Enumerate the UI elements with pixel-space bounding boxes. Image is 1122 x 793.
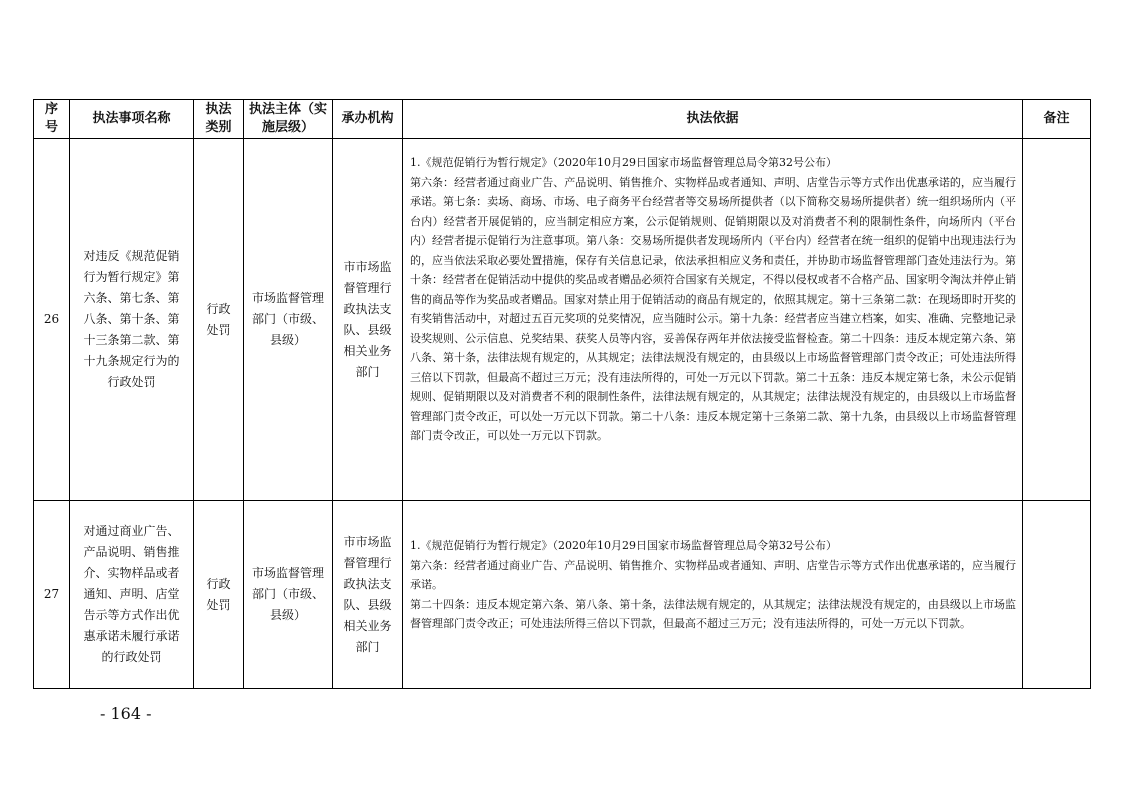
enforcement-subject: 市场监督管理部门（市级、县级） xyxy=(244,139,333,501)
enforcement-category: 行政处罚 xyxy=(194,139,244,501)
handling-office: 市市场监督管理行政执法支队、县级相关业务部门 xyxy=(333,501,403,689)
table-row xyxy=(34,139,1091,501)
table-header-row xyxy=(34,100,1091,139)
header-basis: 执法依据 xyxy=(403,100,1023,139)
basis-line: 第二十四条：违反本规定第六条、第八条、第十条，法律法规有规定的，从其规定；法律法规没有规定的，由县级以上市场监督管理部门责令改正；可处违法所得三倍以下罚款，但最高不超过三万元；没有违法所得的，可处一万元以下罚款。 xyxy=(410,597,1016,630)
enforcement-category: 行政处罚 xyxy=(194,501,244,689)
remarks-cell xyxy=(1023,501,1091,689)
basis-line: 第六条：经营者通过商业广告、产品说明、销售推介、实物样品或者通知、声明、店堂告示等方式作出优惠承诺的，应当履行承诺。 xyxy=(410,558,1016,591)
row-number: 26 xyxy=(34,139,70,501)
enforcement-subject: 市场监督管理部门（市级、县级） xyxy=(244,501,333,689)
header-subject: 执法主体（实施层级） xyxy=(244,100,333,139)
row-number: 27 xyxy=(34,501,70,689)
page-number: - 164 - xyxy=(100,704,152,723)
basis-line: 1.《规范促销行为暂行规定》（2020年10月29日国家市场监督管理总局令第32号公布） xyxy=(410,156,837,169)
basis-line: 第六条：经营者通过商业广告、产品说明、销售推介、实物样品或者通知、声明、店堂告示等方式作出优惠承诺的，应当履行承诺。第七条：卖场、商场、市场、电子商务平台经营者等交易场所提供者（以下简称交易场所提供者）统一组织场所内（平台内）经营者开展促销的，应当制定相应方案，公示促销规则、促销期限以及对消费者不利的限制性条件，向场所内（平台内）经营者提示促销行为注意事项。第八条：交易场所提供者发现场所内（平台内）经营者在统一组织的促销中出现违法行为的，应当依法采取必要处置措施，保存有关信息记录，依法承担相应义务和责任，并协助市场监督管理部门查处违法行为。第十条：经营者在促销活动中提供的奖品或者赠品必须符合国家有关规定，不得以侵权或者不合格产品、国家明令淘汰并停止销售的商品等作为奖品或者赠品。国家对禁止用于促销活动的商品有规定的，依照其规定。第十三条第二款：在现场即时开奖的有奖销售活动中，对超过五百元奖项的兑奖情况，应当随时公示。第十九条：经营者应当建立档案，如实、准确、完整地记录设奖规则、公示信息、兑奖结果、获奖人员等内容，妥善保存两年并依法接受监督检查。第二十四条：违反本规定第六条、第八条、第十条，法律法规有规定的，从其规定；法律法规没有规定的，由县级以上市场监督管理部门责令改正；可处违法所得三倍以下罚款，但最高不超过三万元；没有违法所得的，可处一万元以下罚款。第二十五条：违反本规定第七条，未公示促销规则、促销期限以及对消费者不利的限制性条件，法律法规有规定的，从其规定；法律法规没有规定的，由县级以上市场监督管理部门责令改正，可以处一万元以下罚款。第二十八条：违反本规定第十三条第二款、第十九条，由县级以上市场监督管理部门责令改正，可以处一万元以下罚款。 xyxy=(410,175,1016,442)
header-office: 承办机构 xyxy=(333,100,403,139)
header-note: 备注 xyxy=(1023,100,1091,139)
header-category: 执法类别 xyxy=(194,100,244,139)
header-name: 执法事项名称 xyxy=(70,100,194,139)
remarks-cell xyxy=(1023,139,1091,501)
header-no: 序号 xyxy=(34,100,70,139)
item-name: 对通过商业广告、产品说明、销售推介、实物样品或者通知、声明、店堂告示等方式作出优惠承诺未履行承诺的行政处罚 xyxy=(70,501,194,689)
handling-office: 市市场监督管理行政执法支队、县级相关业务部门 xyxy=(333,139,403,501)
enforcement-table xyxy=(33,99,1091,689)
enforcement-basis xyxy=(403,501,1023,689)
basis-line: 1.《规范促销行为暂行规定》（2020年10月29日国家市场监督管理总局令第32号公布） xyxy=(410,539,837,552)
item-name: 对违反《规范促销行为暂行规定》第六条、第七条、第八条、第十条、第十三条第二款、第十九条规定行为的行政处罚 xyxy=(70,139,194,501)
enforcement-basis xyxy=(403,139,1023,501)
table-row xyxy=(34,501,1091,689)
